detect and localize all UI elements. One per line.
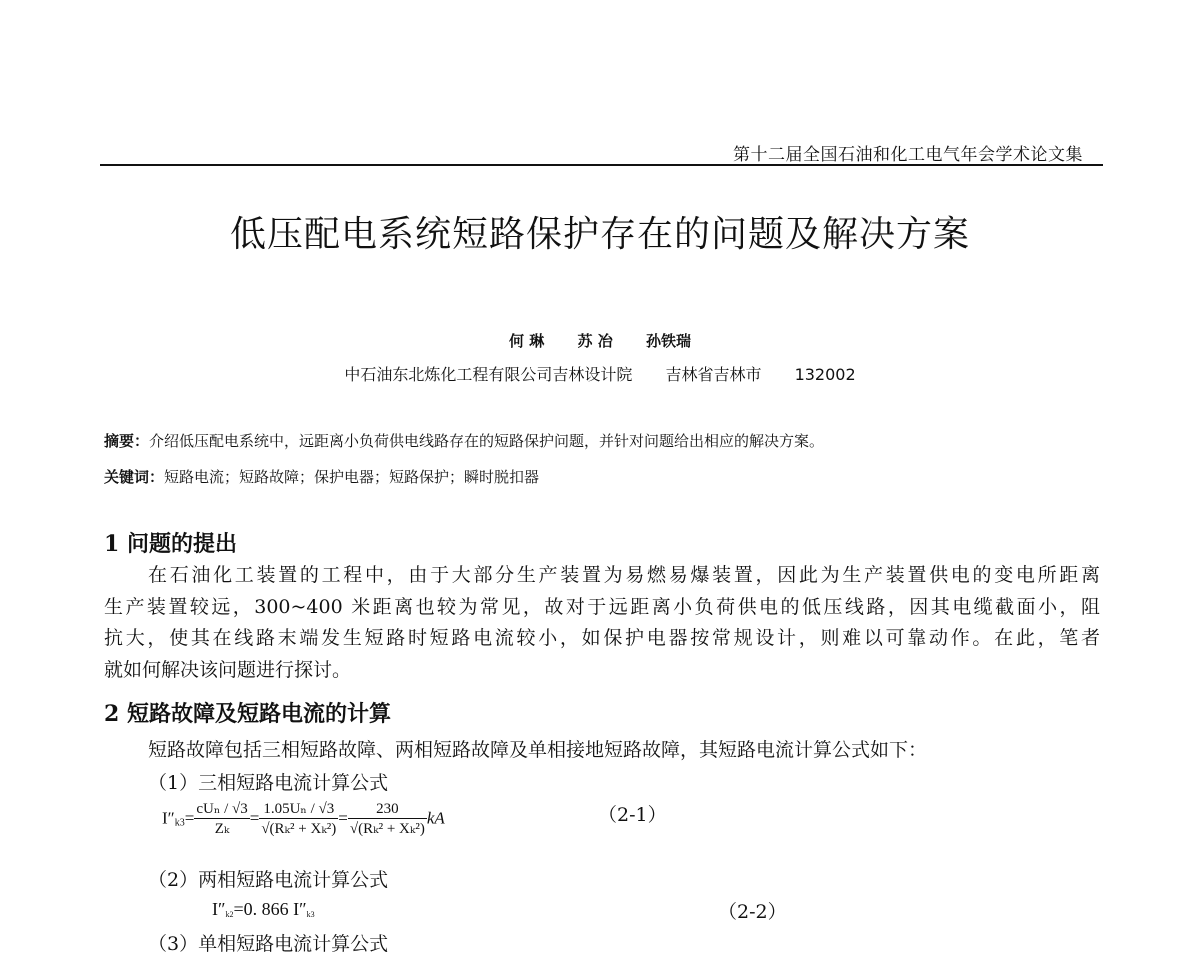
affiliation-postcode: 132002 [794,365,856,384]
fraction-numerator: 230 [348,800,427,819]
paragraph-line: 生产装置较远，300~400 米距离也较为常见，故对于远距离小负荷供电的低压线路，因其电缆截面小，阻 [104,595,1100,618]
fraction-numerator: 1.05Uₙ / √3 [259,800,338,819]
keywords-text: 短路电流；短路故障；保护电器；短路保护；瞬时脱扣器 [164,468,540,486]
equation-number: （2-1） [598,804,667,826]
fraction-numerator: cUₙ / √3 [196,801,248,817]
fraction [348,800,427,839]
affiliation [0,362,1200,385]
formula-item-3: （3）单相短路电流计算公式 [148,933,389,955]
paragraph-line: 在石油化工装置的工程中，由于大部分生产装置为易燃易爆装置，因此为生产装置供电的变电所距离 [148,564,1100,586]
eq-rhs: =0. 866 I″ [233,899,307,919]
eq-lhs-subscript: k3 [174,817,185,829]
fraction [194,800,249,839]
equation-2-1: $I''_{k3}=$ $\frac{\text{cUₙ / √3}}{\text{Zₖ}}$ = $\frac{\text{1.05Uₙ / √3}}{\text{√(Rₖ² + Xₖ²)}}$ = $\frac{230}{\text{√(Rₖ² + Xₖ²)}}$ kA [162,801,445,837]
section-1-paragraph [104,560,1100,686]
fraction-denominator: √(Rₖ² + Xₖ²) [349,821,425,837]
paragraph-line: 抗大，使其在线路末端发生短路时短路电流较小，如保护电器按常规设计，则难以可靠动作。在此，笔者 [104,627,1100,649]
formula-item-2: （2）两相短路电流计算公式 [148,869,389,891]
fraction [259,800,338,839]
keywords-label: 关键词： [104,468,165,486]
equation-2-2 [212,899,315,920]
author-name: 苏 冶 [577,332,613,350]
eq-lhs: I″ [212,899,226,919]
abstract-text: 介绍低压配电系统中，远距离小负荷供电线路存在的短路保护问题，并针对问题给出相应的解决方案。 [149,432,825,450]
author-list [0,330,1200,351]
section-2-heading: 2 短路故障及短路电流的计算 [104,701,391,727]
affiliation-org: 中石油东北炼化工程有限公司吉林设计院 [344,365,633,384]
fraction-denominator: Zₖ [214,821,230,837]
eq-unit: kA [426,808,445,828]
author-name: 孙铁瑞 [645,332,691,350]
abstract [104,430,824,451]
running-header: 第十二届全国石油和化工电气年会学术论文集 [733,145,1083,165]
author-name: 何 琳 [509,332,545,350]
keywords [104,466,539,487]
affiliation-location: 吉林省吉林市 [665,365,762,384]
formula-item-1: （1）三相短路电流计算公式 [148,772,389,794]
section-2-intro: 短路故障包括三相短路故障、两相短路故障及单相接地短路故障，其短路电流计算公式如下： [148,739,928,761]
paper-title: 低压配电系统短路保护存在的问题及解决方案 [229,214,970,255]
fraction-denominator: √(Rₖ² + Xₖ²) [261,821,337,837]
section-1-heading: 1 问题的提出 [104,531,237,557]
eq-lhs: I″ [162,808,175,828]
paragraph-line: 就如何解决该问题进行探讨。 [104,658,352,681]
header-rule [100,164,1103,166]
eq-lhs-subscript: k2 [225,910,234,919]
eq-rhs-subscript: k3 [306,910,315,919]
abstract-label: 摘要： [104,432,150,450]
equation-number: （2-2） [718,901,787,923]
